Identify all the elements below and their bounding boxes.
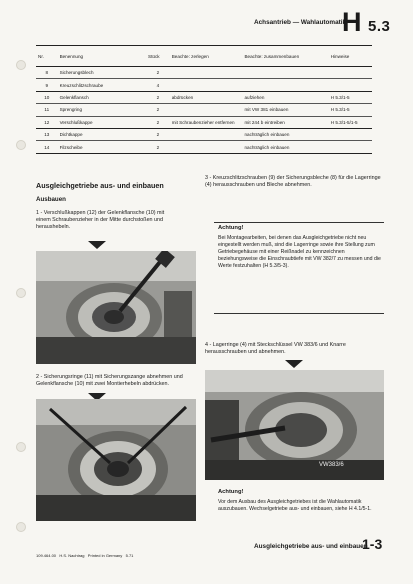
cell-stueck: 2 xyxy=(146,91,170,103)
warning-text: Bei Montagearbeiten, bei denen das Ausgleichgetriebe nicht neu eingestellt werden muß, sind die Lagerringe sowie ihre Stellung zum Getriebegehäuse mit einer Reißnadel zu kennzeichnen beziehungsweise die Einschraubtiefe mit VW 382/7 zu messen und die Werte festzuhalten (H 5.3/5-3). xyxy=(218,235,381,269)
cell-hinweise xyxy=(329,79,372,91)
cell-zerlegen: abdrücken xyxy=(170,91,243,103)
section-badge xyxy=(342,7,390,38)
step-3: 3 - Kreuzschlitzschrauben (9) der Sicherungsbleche (8) für die Lagerringe (4) herausschrauben und Bleche abnehmen. xyxy=(205,175,381,188)
parts-table xyxy=(36,45,372,154)
cell-nr: 13 xyxy=(36,128,58,140)
cell-zerlegen: mit Schraubenzieher entfernen xyxy=(170,116,243,128)
cell-zusammenbauen: nachträglich einbauen xyxy=(242,141,328,153)
cell-hinweise: H 5.3/1-5 xyxy=(329,91,372,103)
cell-nr: 12 xyxy=(36,116,58,128)
cell-nr: 11 xyxy=(36,104,58,116)
cell-stueck: 2 xyxy=(146,141,170,153)
cell-hinweise xyxy=(329,67,372,79)
binder-hole xyxy=(16,60,26,70)
subsection-heading: Ausbauen xyxy=(36,196,66,203)
col-hinweise: Hinweise xyxy=(329,46,372,67)
step-2: 2 - Sicherungsringe (11) mit Sicherungszange abnehmen und Gelenkflansche (10) mit zwei Montierhebeln abdrücken. xyxy=(36,374,183,387)
table-row xyxy=(36,67,372,79)
cell-stueck: 4 xyxy=(146,79,170,91)
cell-stueck: 2 xyxy=(146,104,170,116)
binder-hole xyxy=(16,140,26,150)
warning-text: Vor dem Ausbau des Ausgleichgetriebes ist die Wahlautomatik auszubauen. Wechselgetriebe aus- und einbauen, siehe H 4.1/5-1. xyxy=(218,499,372,512)
cell-bezeichnung: Filzscheibe xyxy=(58,141,146,153)
step-1: 1 - Verschlußkappen (12) der Gelenkflansche (10) mit einem Schraubenzieher in der Mitte durchstoßen und heraushebeln. xyxy=(36,210,165,230)
section-number: 5.3 xyxy=(368,18,391,35)
footer-title: Ausgleichgetriebe aus- und einbauen xyxy=(254,543,368,550)
table-row xyxy=(36,104,372,116)
cell-hinweise: H 5.3/1-5/1-5 xyxy=(329,116,372,128)
cell-zusammenbauen: mit VW 381 einbauen xyxy=(242,104,328,116)
binder-hole xyxy=(16,442,26,452)
page-number: 1-3 xyxy=(362,536,383,552)
arrow-down-icon xyxy=(285,360,303,368)
header-title: Achsantrieb — Wahlautomatik xyxy=(254,19,347,26)
cell-bezeichnung: Verschlußkappe xyxy=(58,116,146,128)
cell-stueck: 2 xyxy=(146,128,170,140)
table-row xyxy=(36,116,372,128)
cell-bezeichnung: Gelenkflansch xyxy=(58,91,146,103)
table-header-row xyxy=(36,46,372,67)
cell-bezeichnung: Dichtkappe xyxy=(58,128,146,140)
cell-zerlegen xyxy=(170,79,243,91)
cell-bezeichnung: Sprengring xyxy=(58,104,146,116)
cell-zerlegen xyxy=(170,141,243,153)
warning-note-1 xyxy=(218,225,382,270)
photo-remove-caps xyxy=(36,251,196,364)
warning-title: Achtung! xyxy=(218,225,244,231)
cell-nr: 10 xyxy=(36,91,58,103)
col-nr: Nr. xyxy=(36,46,58,67)
col-zusammenbauen: Beachte: zusammenbauen xyxy=(242,46,328,67)
step-4: 4 - Lagerringe (4) mit Steckschlüssel VW 383/6 und Knarre herausschrauben und abnehmen. xyxy=(205,342,346,355)
table-row xyxy=(36,91,372,103)
binder-hole xyxy=(16,522,26,532)
footer-print-info: 109.464.00 H.S. Nachtrag Printed in Germany 5.71 xyxy=(36,553,134,558)
table-row xyxy=(36,141,372,153)
photo-circlips xyxy=(36,399,196,521)
cell-zusammenbauen xyxy=(242,79,328,91)
col-stueck: Stück xyxy=(146,46,170,67)
warning-note-2 xyxy=(218,489,380,513)
section-heading: Ausgleichgetriebe aus- und einbauen xyxy=(36,181,164,190)
photo-bearing-rings xyxy=(205,370,384,480)
cell-zerlegen xyxy=(170,104,243,116)
table-row xyxy=(36,79,372,91)
cell-hinweise: H 5.3/1-5 xyxy=(329,104,372,116)
cell-stueck: 2 xyxy=(146,116,170,128)
table-row xyxy=(36,128,372,140)
cell-zusammenbauen: nachträglich einbauen xyxy=(242,128,328,140)
col-zerlegen: Beachte: zerlegen xyxy=(170,46,243,67)
cell-nr: 8 xyxy=(36,67,58,79)
cell-zusammenbauen: mit 244 b eintreiben xyxy=(242,116,328,128)
cell-zusammenbauen xyxy=(242,67,328,79)
cell-hinweise xyxy=(329,141,372,153)
note-divider xyxy=(214,222,384,223)
tool-label: VW383/6 xyxy=(319,462,344,468)
cell-zerlegen xyxy=(170,67,243,79)
arrow-down-icon xyxy=(88,241,106,249)
cell-zusammenbauen: aufziehen xyxy=(242,91,328,103)
cell-bezeichnung: Kreuzschlitzschraube xyxy=(58,79,146,91)
note-divider xyxy=(214,313,384,314)
warning-title: Achtung! xyxy=(218,489,244,495)
section-letter: H xyxy=(342,7,361,37)
cell-nr: 14 xyxy=(36,141,58,153)
col-bezeichnung: Benennung xyxy=(58,46,146,67)
cell-hinweise xyxy=(329,128,372,140)
cell-nr: 9 xyxy=(36,79,58,91)
cell-zerlegen xyxy=(170,128,243,140)
cell-bezeichnung: Sicherungsblech xyxy=(58,67,146,79)
binder-hole xyxy=(16,288,26,298)
cell-stueck: 2 xyxy=(146,67,170,79)
